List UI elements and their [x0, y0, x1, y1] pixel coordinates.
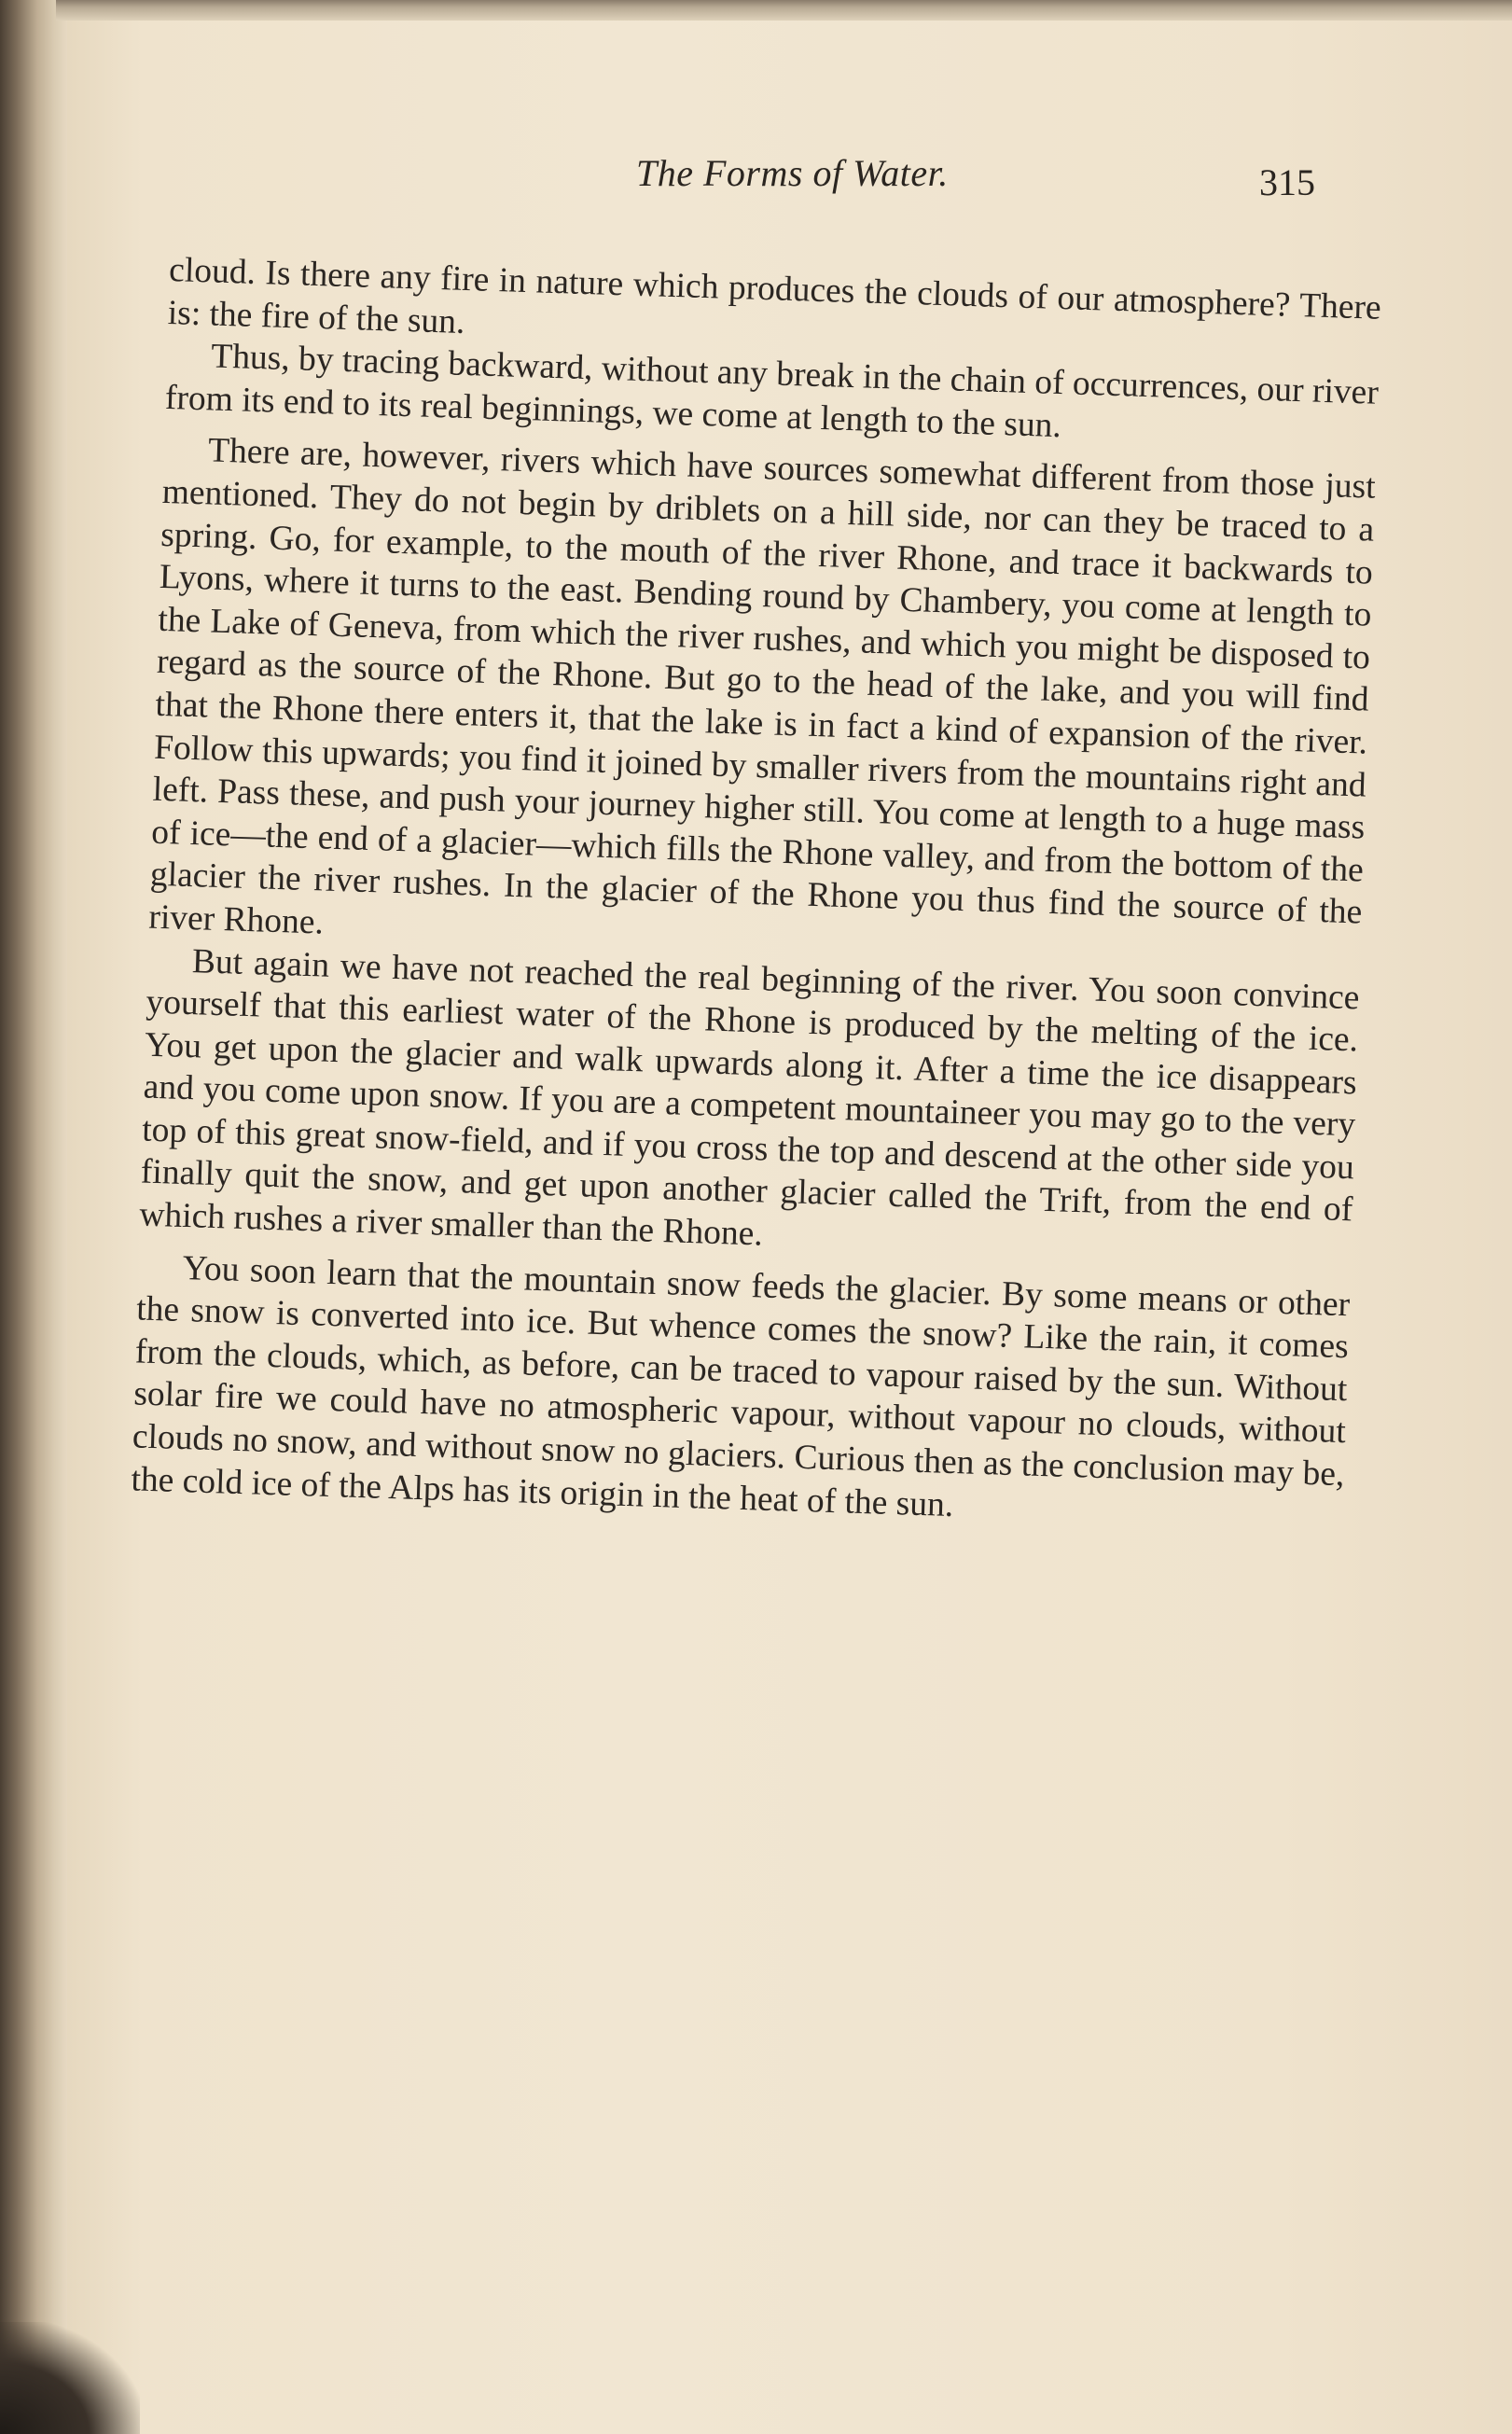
book-gutter-shadow	[0, 0, 67, 2434]
paragraph: There are, however, rivers which have sources somewhat different from those just mentioned. They do not begin by driblets on a hill side, nor can they be traced to a spring. Go, for example, to the mouth of the river Rhone, and trace it backwards to Lyons, where it turns to the east. Bending round by Chambery, you come at length to the Lake of Geneva, from which the river rushes, and which you might be disposed to regard as the source of the Rhone. But go to the head of the lake, and you will find that the Rhone there enters it, that the lake is in fact a kind of expansion of the river. Follow this upwards; you find it joined by smaller rivers from the mountains right and left. Pass these, and push your journey higher still. You come at length to a huge mass of ice—the end of a glacier—which fills the Rhone valley, and from the bottom of the glacier the river rushes. In the glacier of the Rhone you thus find the source of the river Rhone.	[147, 431, 1377, 942]
paragraph-continuation: cloud. Is there any fire in nature which produces the clouds of our atmosphere? There is: the fire of the sun.	[167, 250, 1382, 341]
running-head-title: The Forms of Water.	[636, 152, 949, 194]
running-head	[571, 151, 1410, 216]
book-page	[67, 21, 1512, 2434]
body-text	[131, 249, 1382, 1538]
paragraph: Thus, by tracing backward, without any break in the chain of occurrences, our river from its end to its real beginnings, we come at length to the sun.	[164, 337, 1380, 445]
book-corner-shadow	[0, 2322, 140, 2434]
paragraph: You soon learn that the mountain snow feeds the glacier. By some means or other the snow is converted into ice. But whence comes the snow? Like the rain, it comes from the clouds, which, as before, can be traced to vapour raised by the sun. Without solar fire we could have no atmospheric vapour, without vapour no clouds, without clouds no snow, and without snow no glaciers. Curious then as the conclusion may be, the cold ice of the Alps has its origin in the heat of the sun.	[130, 1248, 1351, 1524]
paragraph: But again we have not reached the real beginning of the river. You soon convince yourself that this earliest water of the Rhone is produced by the melting of the ice. You get upon the glacier and walk upwards along it. After a time the ice disappears and you come upon snow. If you are a competent mountaineer you may go to the very top of this great snow-field, and if you cross the top and descend at the other side you finally quit the snow, and get upon another glacier called the Trift, from the end of which rushes a river smaller than the Rhone.	[138, 941, 1361, 1254]
page-top-edge	[56, 0, 1512, 21]
page-number: 315	[1259, 161, 1315, 203]
